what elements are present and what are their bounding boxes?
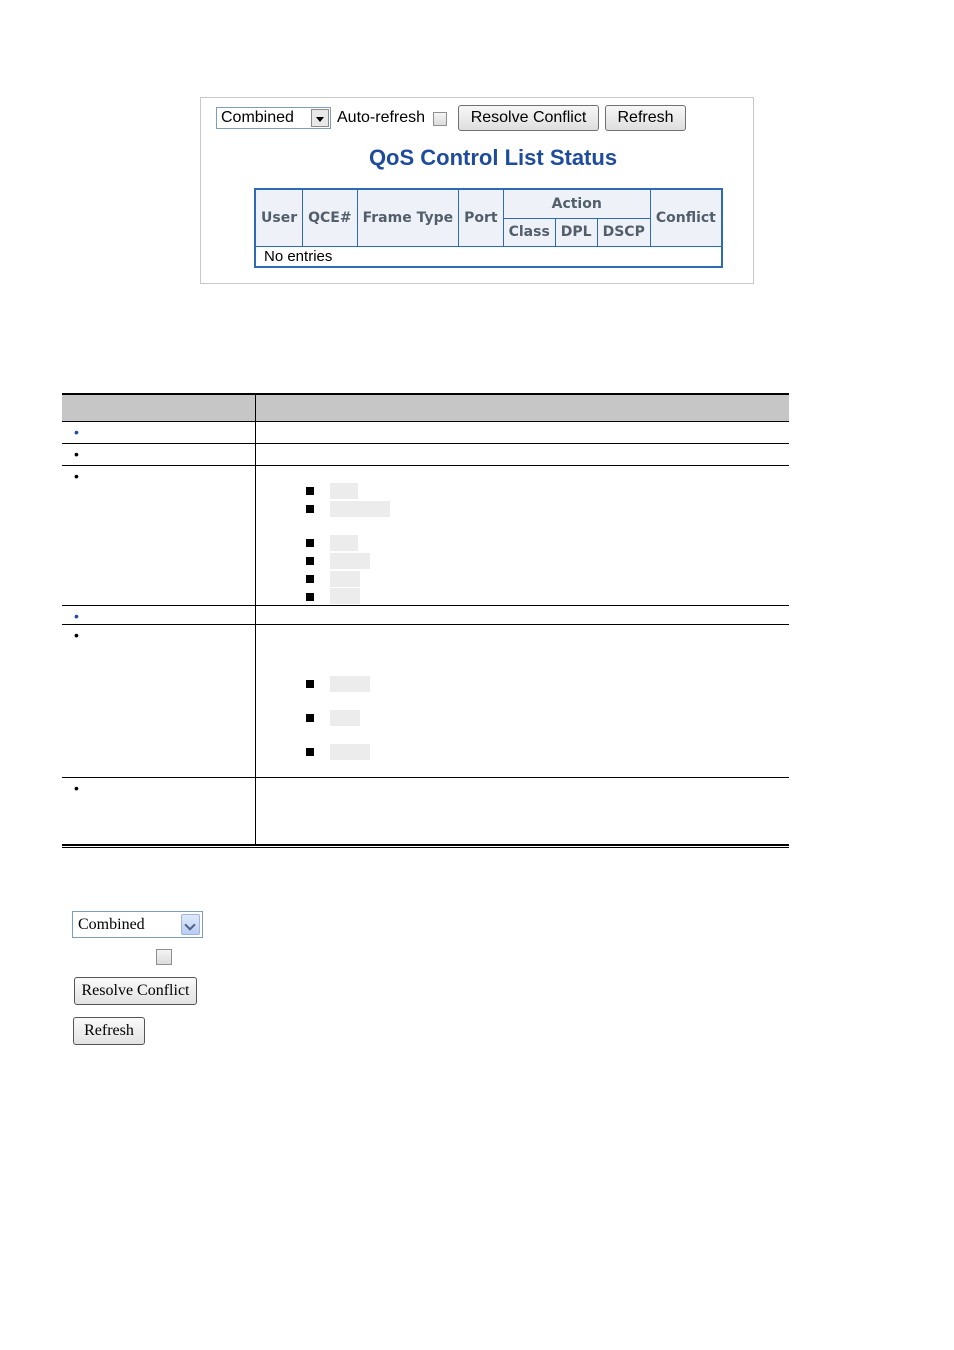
resolve-conflict-button-sample[interactable]: Resolve Conflict [74, 977, 197, 1005]
row-divider [62, 777, 789, 778]
square-bullet-icon [306, 539, 314, 547]
parameter-table [62, 393, 789, 848]
col-frame-type: Frame Type [357, 189, 459, 246]
table-bottom-rule [62, 844, 789, 848]
col-port: Port [459, 189, 503, 246]
bullet-icon: • [74, 608, 79, 624]
bullet-icon: • [74, 627, 79, 643]
square-bullet-icon [306, 748, 314, 756]
bullet-icon: • [74, 424, 79, 440]
square-bullet-icon [306, 487, 314, 495]
toolbar [216, 104, 736, 132]
square-bullet-icon [306, 505, 314, 513]
row-divider [62, 605, 789, 606]
redacted-value [330, 710, 360, 726]
qcl-status-table [254, 188, 723, 268]
dropdown-arrow-icon[interactable] [311, 109, 329, 127]
row-divider [62, 624, 789, 625]
col-action: Action [503, 189, 650, 218]
column-divider [255, 395, 256, 846]
col-conflict: Conflict [650, 189, 722, 246]
square-bullet-icon [306, 575, 314, 583]
col-dpl: DPL [555, 218, 597, 246]
row-divider [62, 465, 789, 466]
bullet-icon: • [74, 780, 79, 796]
refresh-button[interactable]: Refresh [605, 105, 686, 131]
redacted-value [330, 535, 358, 551]
auto-refresh-checkbox-sample[interactable] [156, 949, 172, 965]
resolve-conflict-button[interactable]: Resolve Conflict [458, 105, 599, 131]
redacted-value [330, 483, 358, 499]
auto-refresh-label: Auto-refresh [337, 109, 426, 126]
user-select-sample[interactable] [72, 911, 203, 938]
col-dscp: DSCP [597, 218, 650, 246]
page-title: QoS Control List Status [368, 145, 618, 170]
row-divider [62, 443, 789, 444]
square-bullet-icon [306, 557, 314, 565]
redacted-value [330, 501, 390, 517]
redacted-value [330, 676, 370, 692]
user-select-sample-value: Combined [78, 916, 145, 933]
redacted-value [330, 553, 370, 569]
redacted-value [330, 588, 360, 604]
bullet-icon: • [74, 468, 79, 484]
col-user: User [255, 189, 303, 246]
col-class: Class [503, 218, 555, 246]
user-select-value: Combined [221, 109, 294, 126]
redacted-value [330, 744, 370, 760]
redacted-value [330, 571, 360, 587]
square-bullet-icon [306, 680, 314, 688]
col-qce: QCE# [303, 189, 357, 246]
square-bullet-icon [306, 593, 314, 601]
auto-refresh-checkbox[interactable] [433, 112, 447, 126]
table-header-row [62, 395, 789, 421]
refresh-button-sample[interactable]: Refresh [73, 1017, 145, 1045]
square-bullet-icon [306, 714, 314, 722]
user-select[interactable] [216, 107, 331, 129]
chevron-down-icon[interactable] [181, 914, 200, 935]
row-divider [62, 421, 789, 422]
qos-status-screenshot [200, 97, 754, 284]
empty-row: No entries [264, 247, 333, 265]
bullet-icon: • [74, 446, 79, 462]
